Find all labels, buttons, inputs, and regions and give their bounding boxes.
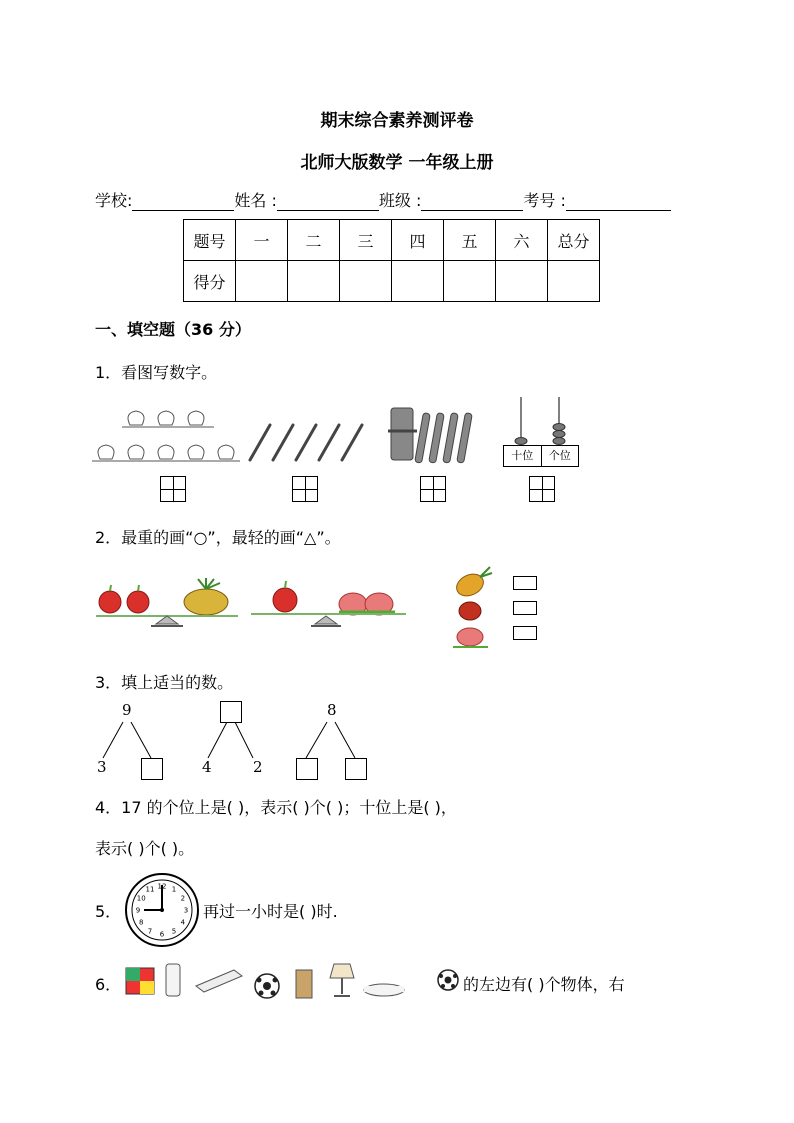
score-cell: 题号: [184, 220, 236, 261]
question-5-text: 再过一小时是( )时.: [203, 902, 338, 921]
tree1-right-box[interactable]: [141, 758, 163, 780]
clock-number: 2: [180, 894, 186, 903]
rubiks-cube-icon: [126, 968, 154, 994]
name-field[interactable]: [277, 192, 379, 211]
clock-number: 6: [159, 930, 165, 939]
answer-box-pineapple[interactable]: [513, 576, 537, 590]
tree2-right-number: 2: [253, 758, 263, 776]
score-cell: 二: [288, 220, 340, 261]
class-label: 班级 :: [378, 191, 422, 210]
tree1-left-number: 3: [97, 758, 107, 776]
question-4-line-2: 表示( )个( )。: [95, 839, 195, 858]
soccer-ball-icon: [436, 968, 460, 992]
tree2-top-box[interactable]: [220, 701, 242, 723]
tree3-left-box[interactable]: [296, 758, 318, 780]
score-cell: 三: [340, 220, 392, 261]
question-5-prefix: 5．: [95, 902, 122, 921]
fruit-stack-picture: [448, 565, 498, 653]
question-4-line-1: 4．17 的个位上是( )，表示( )个( )；十位上是( )，: [95, 798, 457, 817]
tree2-left-number: 4: [202, 758, 212, 776]
answer-box-sticks[interactable]: [420, 476, 446, 502]
score-cell: 一: [236, 220, 288, 261]
tray-icon: [364, 984, 404, 996]
sticks-bundle-picture: [383, 403, 488, 468]
abacus-place-labels: [503, 445, 579, 467]
clock-number: 8: [138, 918, 144, 927]
tree3-top-number: 8: [327, 701, 337, 719]
objects-row-picture: [124, 960, 414, 1002]
lamp-icon: [330, 964, 354, 996]
score-input-cell[interactable]: [496, 261, 548, 302]
bottle-icon: [166, 964, 180, 996]
score-input-cell[interactable]: [288, 261, 340, 302]
clock-number: 11: [145, 885, 155, 894]
book-icon: [196, 970, 242, 992]
score-cell: 总分: [548, 220, 600, 261]
abacus-picture: [503, 395, 579, 445]
clock-number: 3: [183, 906, 189, 915]
question-2-text: 2．最重的画“○”，最轻的画“△”。: [95, 528, 341, 547]
exam-no-label: 考号 :: [523, 191, 566, 210]
class-field[interactable]: [421, 192, 523, 211]
score-input-cell[interactable]: [548, 261, 600, 302]
answer-box-pencils[interactable]: [292, 476, 318, 502]
balance-scale-1: [96, 578, 238, 633]
clock-number: 12: [157, 882, 167, 891]
name-label: 姓名 :: [234, 191, 277, 210]
answer-box-apple[interactable]: [513, 601, 537, 615]
score-cell: 四: [392, 220, 444, 261]
clock-number: 5: [171, 927, 177, 936]
soccer-ball-icon: [255, 974, 279, 998]
score-table-header-row: [184, 220, 600, 261]
tree3-right-box[interactable]: [345, 758, 367, 780]
score-cell: 五: [444, 220, 496, 261]
balance-scale-2: [251, 578, 406, 633]
exam-subtitle: 北师大版数学 一年级上册: [300, 153, 494, 173]
school-label: 学校:: [95, 191, 133, 210]
score-cell: 得分: [184, 261, 236, 302]
score-input-cell[interactable]: [340, 261, 392, 302]
clock-number: 1: [171, 885, 177, 894]
clock-number: 7: [147, 927, 153, 936]
exam-title: 期末综合素养测评卷: [320, 111, 474, 131]
tens-place-label: 十位: [504, 446, 542, 466]
answer-box-abacus[interactable]: [529, 476, 555, 502]
cabinet-icon: [296, 970, 312, 998]
pencils-picture: [245, 420, 370, 465]
clock-number: 9: [135, 906, 141, 915]
score-table-score-row: [184, 261, 600, 302]
question-6-prefix: 6．: [95, 975, 122, 994]
score-input-cell[interactable]: [236, 261, 288, 302]
tree1-top-number: 9: [122, 701, 132, 719]
score-table: [183, 219, 600, 302]
score-input-cell[interactable]: [392, 261, 444, 302]
exam-no-field[interactable]: [566, 192, 671, 211]
school-field[interactable]: [132, 192, 234, 211]
clock-icon: [124, 872, 200, 948]
clock-number: 4: [180, 918, 186, 927]
answer-box-peaches[interactable]: [160, 476, 186, 502]
question-1-text: 1．看图写数字。: [95, 363, 218, 382]
peaches-picture: [92, 405, 242, 470]
ones-place-label: 个位: [548, 449, 571, 462]
question-3-text: 3．填上适当的数。: [95, 673, 234, 692]
question-6-text: 的左边有( )个物体，右: [463, 975, 625, 994]
student-info-line: [95, 188, 671, 211]
answer-box-peach[interactable]: [513, 626, 537, 640]
clock-number: 10: [136, 894, 146, 903]
score-input-cell[interactable]: [444, 261, 496, 302]
section-heading: 一、填空题（36 分）: [95, 320, 251, 339]
score-cell: 六: [496, 220, 548, 261]
